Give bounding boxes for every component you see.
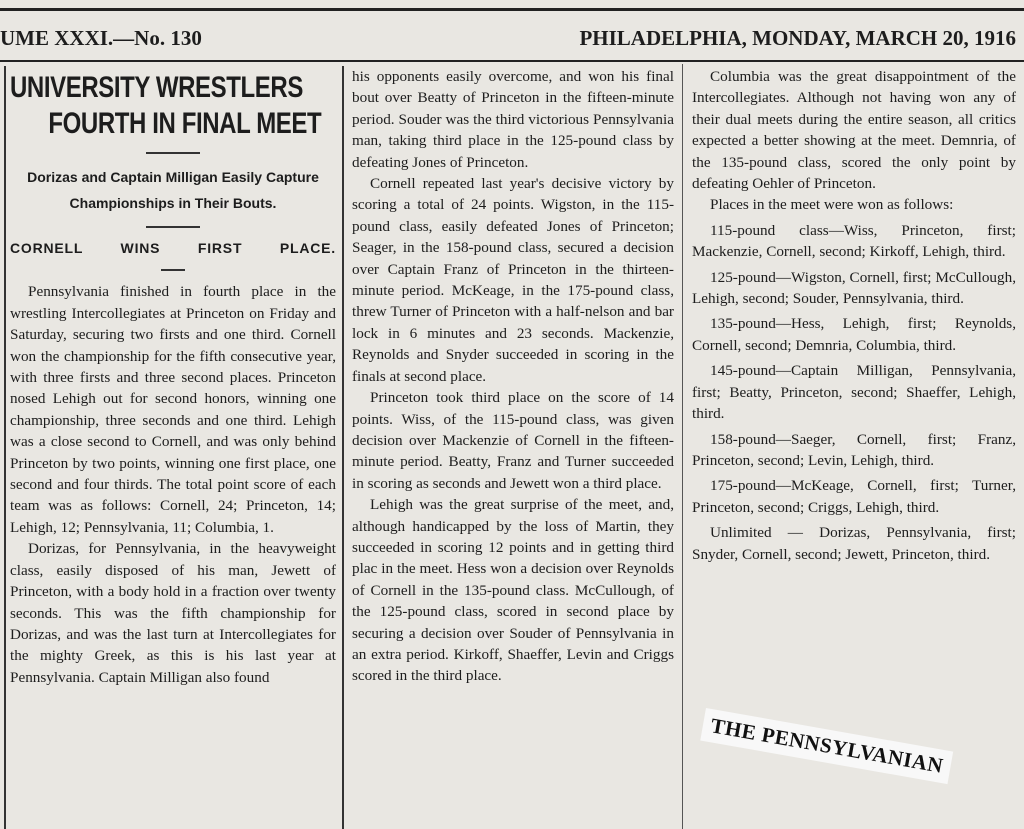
column-divider [682,64,683,829]
column-1 [10,66,336,829]
results-item: 135-pound—Hess, Lehigh, first; Reynolds, Cornell, second; Demnria, Columbia, third. [692,315,1016,354]
paragraph: Princeton took third place on the score of 14 points. Wiss, of the 115-pound class, was given decision over Mackenzie of Cornell in the fifteen-minute period. Beatty, Franz and Turner succeeded in scoring as seconds and Jewett won a third place. [352,389,674,492]
article-box-left [4,66,6,829]
headline-line-1: UNIVERSITY WRESTLERS [10,71,303,104]
results-item: 175-pound—McKeage, Cornell, first; Turner, Princeton, second; Criggs, Lehigh, third. [692,477,1016,516]
results-item: 145-pound—Captain Milligan, Pennsylvania, first; Beatty, Princeton, second; Shaeffer, Lehigh, third. [692,362,1016,423]
top-rule [0,8,1024,11]
headline-rule [146,152,200,154]
paragraph: Dorizas, for Pennsylvania, in the heavyweight class, easily disposed of his man, Jewett of Princeton, with a body hold in a fraction over twenty seconds. This was the fifth championship for Dorizas, and was the last turn at Intercollegiates for the mighty Greek, as this is his last year at Pennsylvania. Captain Milligan also found [10,540,336,686]
masthead [0,22,1024,58]
headline-line-2: FOURTH IN FINAL MEET [48,107,322,140]
paragraph: Columbia was the great disappointment of the Intercollegiates. Although not having won any of their dual meets during the entire season, all critics expected a better showing at the meet. Demnria, of the 135-pound class, scored the only point by defeating Oehler of Princeton. [692,68,1016,193]
publication-stamp: THE PENNSYLVANIAN [700,708,953,784]
paragraph: Lehigh was the great surprise of the meet, and, although handicapped by the loss of Martin, they succeeded in scoring 12 points and in getting third plac in the meet. Hess won a decision over Reynolds of Cornell in the 135-pound class. McCullough, of the 125-pound class, scored in second place by securing a decision over Souder of Pennsylvania in an extra period. Kirkoff, Shaeffer, Levin and Criggs scored in the third place. [352,496,674,685]
paragraph: Cornell repeated last year's decisive victory by scoring a total of 24 points. Wigston, in the 115-pound class, easily defeated Jones of Princeton; Seager, in the 158-pound class, secured a decision over Captain Franz of Princeton in the thirteen-minute period. McKeage, in the 175-pound class, threw Turner of Princeton with a half-nelson and bar lock in 6 minutes and 23 seconds. Mackenzie, Reynolds and Snyder succeeded in scoring in the finals at second place. [352,175,674,385]
dateline: PHILADELPHIA, MONDAY, MARCH 20, 1916 [579,26,1016,50]
results-item: 115-pound class—Wiss, Princeton, first; Mackenzie, Cornell, second; Kirkoff, Lehigh, third. [692,221,1016,261]
results-item: 125-pound—Wigston, Cornell, first; McCullough, Lehigh, second; Souder, Pennsylvania, third. [692,268,1016,308]
column-2 [352,66,674,829]
paragraph: Pennsylvania finished in fourth place in the wrestling Intercollegiates at Princeton on Friday and Saturday, securing two firsts and one third. Cornell won the championship for the fifth consecutive year, with three firsts and three second places. Princeton nosed Lehigh out for second honors, winning one championship, three seconds and one third. Lehigh was a close second to Cornell, and was only behind Princeton by two points, winning one first place, one second and four thirds. The total point score of each team was as follows: Cornell, 24; Princeton, 14; Lehigh, 12; Pennsylvania, 11; Columbia, 1. [10,283,336,536]
masthead-rule [0,60,1024,62]
results-item: Unlimited — Dorizas, Pennsylvania, first; Snyder, Cornell, second; Jewett, Princeton, third. [692,524,1016,563]
results-item: 158-pound—Saeger, Cornell, first; Franz, Princeton, second; Levin, Lehigh, third. [692,430,1016,469]
subheadline: Dorizas and Captain Milligan Easily Capture Championships in Their Bouts. [27,169,319,211]
subheadline-2: CORNELL WINS FIRST PLACE. [10,240,336,256]
article-box-right [342,66,344,829]
subhead-rule [146,226,200,228]
volume-number: UME XXXI.—No. 130 [0,26,202,50]
paragraph: Places in the meet were won as follows: [710,196,954,214]
headline [10,70,322,142]
paragraph: his opponents easily overcome, and won his final bout over Beatty of Princeton in the fifteen-minute period. Souder was the third victorious Pennsylvania man, taking third place in the 125-pound class by defeating Jones of Princeton. [352,68,674,171]
dash-rule [161,269,185,271]
